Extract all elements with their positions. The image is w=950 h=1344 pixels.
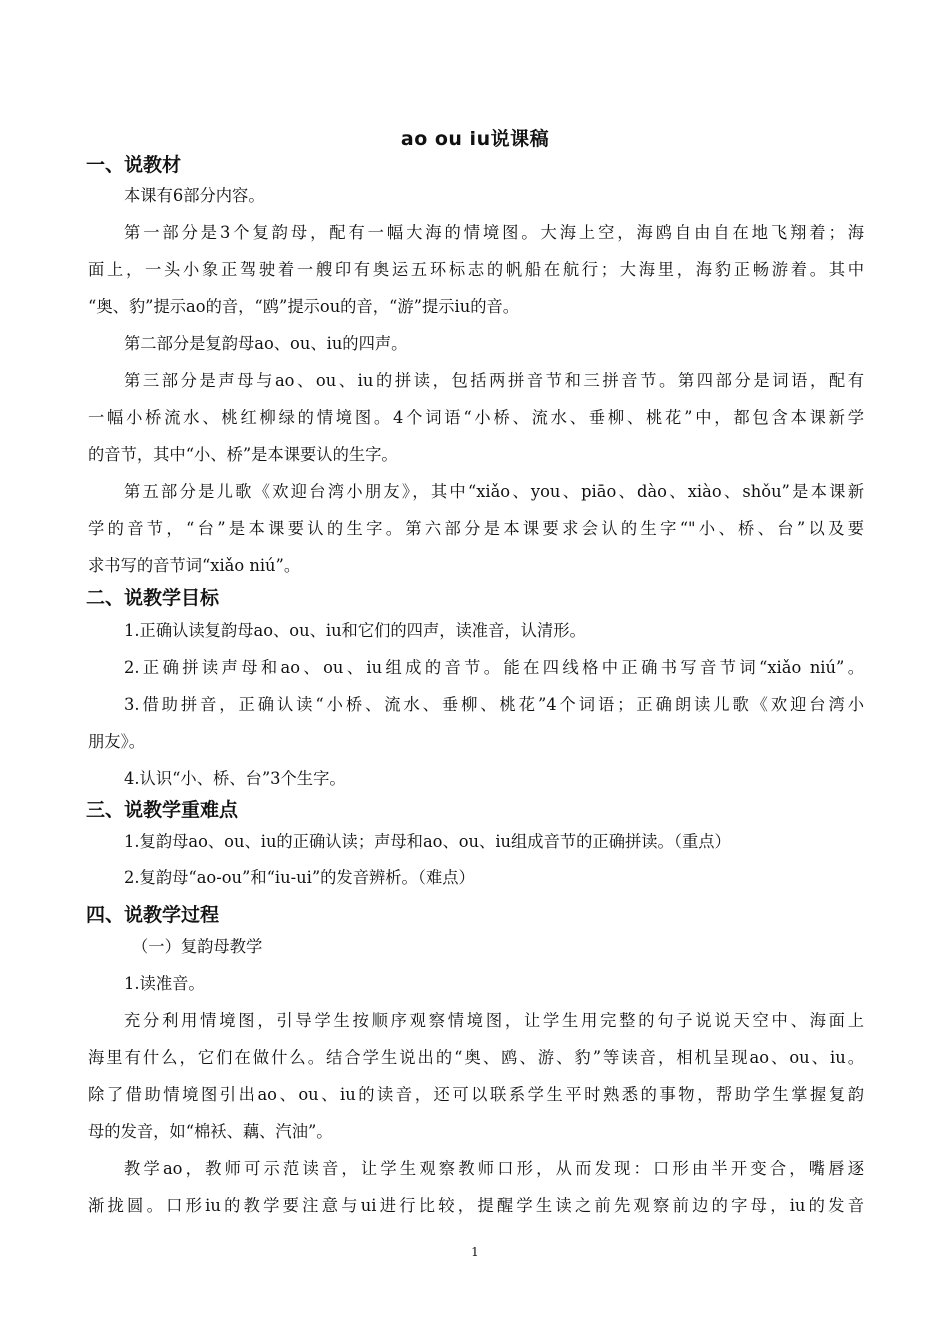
paragraph-line: 第五部分是儿歌《欢迎台湾小朋友》，其中“xiǎo、you、piāo、dào、xiào、shǒu”是本课新: [124, 482, 864, 501]
section-heading-teaching-material: 一、说教材: [86, 154, 182, 176]
goal-item: 1.正确认读复韵母ao、ou、iu和它们的四声，读准音，认清形。: [124, 621, 586, 640]
paragraph-line: 求书写的音节词“xiǎo niú”。: [88, 556, 301, 575]
paragraph-line: 除了借助情境图引出ao、ou、iu的读音，还可以联系学生平时熟悉的事物，帮助学生掌握复韵: [88, 1085, 864, 1104]
paragraph-line: 一幅小桥流水、桃红柳绿的情境图。4个词语“小桥、流水、垂柳、桃花”中，都包含本课新学: [88, 408, 864, 427]
paragraph-line: 母的发音，如“棉袄、藕、汽油”。: [88, 1122, 333, 1141]
document-title: ao ou iu说课稿: [400, 128, 550, 150]
paragraph-line: 的音节，其中“小、桥”是本课要认的生字。: [88, 445, 398, 464]
paragraph-line: 学的音节，“台”是本课要认的生字。第六部分是本课要求会认的生字“"小、桥、台”以及要: [88, 519, 864, 538]
paragraph-line: “奥、豹”提示ao的音，“鸥”提示ou的音，“游”提示iu的音。: [88, 297, 520, 316]
goal-item: 3.借助拼音，正确认读“小桥、流水、垂柳、桃花”4个词语；正确朗读儿歌《欢迎台湾小: [124, 695, 864, 714]
section-heading-teaching-process: 四、说教学过程: [86, 904, 220, 926]
subsection-heading: （一）复韵母教学: [132, 937, 263, 956]
paragraph-line: 教学ao，教师可示范读音，让学生观察教师口形，从而发现：口形由半开变合，嘴唇逐: [124, 1159, 864, 1178]
section-heading-key-points: 三、说教学重难点: [86, 799, 239, 821]
key-point-item: 2.复韵母“ao-ou”和“iu-ui”的发音辨析。（难点）: [124, 868, 475, 887]
key-point-item: 1.复韵母ao、ou、iu的正确认读；声母和ao、ou、iu组成音节的正确拼读。（重点）: [124, 832, 731, 851]
paragraph-line: 第二部分是复韵母ao、ou、iu的四声。: [124, 334, 408, 353]
paragraph-line: 充分利用情境图，引导学生按顺序观察情境图，让学生用完整的句子说说天空中、海面上: [124, 1011, 864, 1030]
page-number: 1: [471, 1245, 479, 1259]
goal-item: 4.认识“小、桥、台”3个生字。: [124, 769, 346, 788]
paragraph-line: 第三部分是声母与ao、ou、iu的拼读，包括两拼音节和三拼音节。第四部分是词语，配有: [124, 371, 864, 390]
goal-item-continued: 朋友》。: [88, 732, 145, 751]
paragraph-line: 本课有6部分内容。: [124, 186, 265, 205]
goal-item: 2.正确拼读声母和ao、ou、iu组成的音节。能在四线格中正确书写音节词“xiǎo niú”。: [124, 658, 864, 677]
paragraph-line: 第一部分是3个复韵母，配有一幅大海的情境图。大海上空，海鸥自由自在地飞翔着；海: [124, 223, 864, 242]
paragraph-line: 海里有什么，它们在做什么。结合学生说出的“奥、鸥、游、豹”等读音，相机呈现ao、ou、iu。: [88, 1048, 864, 1067]
section-heading-teaching-goals: 二、说教学目标: [86, 587, 220, 609]
paragraph-line: 1.读准音。: [124, 974, 205, 993]
paragraph-line: 渐拢圆。口形iu的教学要注意与ui进行比较，提醒学生读之前先观察前边的字母，iu的发音: [88, 1196, 864, 1215]
paragraph-line: 面上，一头小象正驾驶着一艘印有奥运五环标志的帆船在航行；大海里，海豹正畅游着。其中: [88, 260, 864, 279]
